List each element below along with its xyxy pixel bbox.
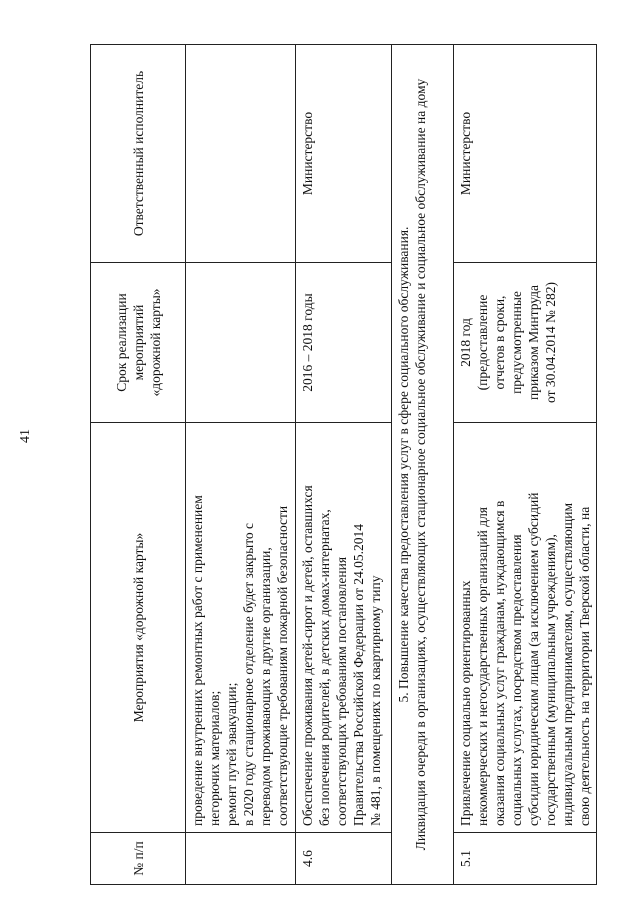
section-title: 5. Повышение качества предоставления услуг в сфере социального обслуживания. (396, 226, 411, 703)
activity-line: соответствующих требованиям постановления (334, 556, 349, 826)
activity-line: негорючих материалов; (207, 690, 222, 826)
row-num: 5.1 (454, 833, 597, 885)
term-line: 2018 год (458, 318, 473, 367)
header-activity: Мероприятия «дорожной карты» (91, 423, 186, 833)
term-line: (предоставление (475, 294, 490, 391)
activity-line: Правительства Российской Федерации от 24.05.2014 (351, 524, 366, 826)
section-subtitle: Ликвидация очереди в организациях, осуществляющих стационарное социальное обслуживание и социальное обслуживание на дому (413, 78, 428, 851)
page-number: 41 (18, 429, 33, 443)
row-activity (454, 423, 597, 833)
table-row (296, 45, 392, 885)
table-row (454, 45, 597, 885)
header-executor: Ответственный исполнитель (91, 45, 186, 263)
header-term: Срок реализации мероприятий «дорожной карты» (91, 263, 186, 423)
table-header-row (91, 45, 186, 885)
activity-line: Обеспечение проживания детей-сирот и детей, оставшихся (300, 485, 315, 826)
activity-line: некоммерческих и негосударственных организаций для (475, 506, 490, 826)
rotated-page (90, 45, 610, 885)
row-executor: Министерство (454, 45, 597, 263)
activity-line: проведение внутренних ремонтных работ с применением (190, 495, 205, 826)
activity-line: соответствующие требованиям пожарной безопасности (275, 505, 290, 826)
section-heading (392, 45, 454, 885)
activity-line: субсидии юридическим лицам (за исключением субсидий (526, 492, 541, 826)
activity-line: ремонт путей эвакуации; (224, 682, 239, 826)
roadmap-table (90, 44, 597, 885)
header-num: № п/п (91, 833, 186, 885)
term-line: отчетов в сроки, (492, 295, 507, 390)
term-line: предусмотренные (509, 291, 524, 394)
activity-line: социальных услугах, посредством предоставления (509, 534, 524, 826)
term-line: от 30.04.2014 № 282) (543, 282, 558, 403)
activity-line: индивидуальным предпринимателям, осуществляющим (560, 503, 575, 826)
activity-line: переводом проживающих в другие организации, (258, 547, 273, 826)
term-line: 2016 – 2018 годы (300, 293, 315, 392)
row-term (454, 263, 597, 423)
row-activity (186, 423, 296, 833)
section-row (392, 45, 454, 885)
row-term (296, 263, 392, 423)
activity-line: государственным (муниципальным учреждениям), (543, 534, 558, 826)
row-num (186, 833, 296, 885)
activity-line: № 481, в помещениях по квартирному типу (368, 575, 383, 826)
activity-line: свою деятельность на территории Тверской области, на (577, 506, 592, 826)
table-row (186, 45, 296, 885)
row-executor: Министерство (296, 45, 392, 263)
row-executor (186, 45, 296, 263)
row-term (186, 263, 296, 423)
activity-line: оказания социальных услуг гражданам, нуждающимся в (492, 500, 507, 826)
row-activity (296, 423, 392, 833)
activity-line: в 2020 году стационарное отделение будет закрыто с (241, 522, 256, 826)
term-line: приказом Минтруда (526, 284, 541, 401)
activity-line: без попечения родителей, в детских домах-интернатах, (317, 509, 332, 826)
row-num: 4.6 (296, 833, 392, 885)
activity-line: Привлечение социально ориентированных (458, 580, 473, 826)
